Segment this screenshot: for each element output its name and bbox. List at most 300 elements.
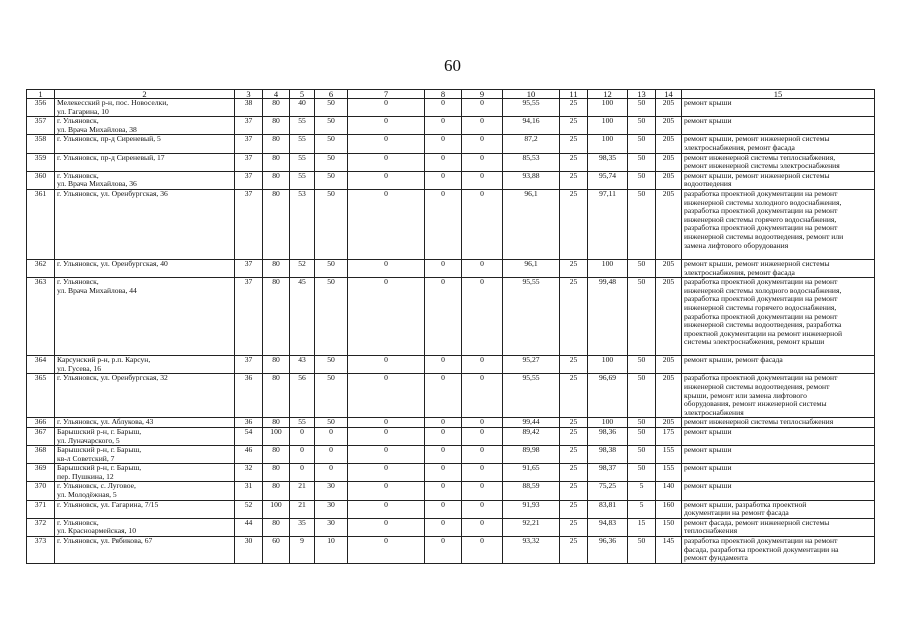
value-cell: 25 — [560, 278, 588, 356]
works-cell: разработка проектной документации на ремонт фасада, разработка проектной документации на ремонт фундамента — [682, 537, 875, 564]
value-cell: 25 — [560, 482, 588, 500]
value-cell: 205 — [656, 135, 682, 153]
row-number-cell: 360 — [27, 171, 55, 189]
value-cell: 83,81 — [588, 500, 628, 518]
works-cell: ремонт крыши — [682, 464, 875, 482]
value-cell: 50 — [628, 537, 656, 564]
address-cell: г. Ульяновск, ул. Гагарина, 7/15 — [55, 500, 235, 518]
works-cell: ремонт крыши — [682, 99, 875, 117]
value-cell: 32 — [235, 464, 263, 482]
value-cell: 25 — [560, 189, 588, 259]
value-cell: 0 — [462, 189, 503, 259]
value-cell: 93,88 — [503, 171, 560, 189]
value-cell: 50 — [628, 374, 656, 418]
value-cell: 0 — [348, 374, 425, 418]
address-cell: г. Ульяновск, пр-д Сиреневый, 17 — [55, 153, 235, 171]
value-cell: 0 — [462, 356, 503, 374]
row-number-cell: 370 — [27, 482, 55, 500]
row-number-cell: 371 — [27, 500, 55, 518]
value-cell: 145 — [656, 537, 682, 564]
row-number-cell: 365 — [27, 374, 55, 418]
value-cell: 205 — [656, 278, 682, 356]
address-cell: Барышский р-н, г. Барыш, пер. Пушкина, 12 — [55, 464, 235, 482]
value-cell: 0 — [348, 189, 425, 259]
address-cell: г. Ульяновск, ул. Оренбургская, 32 — [55, 374, 235, 418]
value-cell: 21 — [290, 500, 315, 518]
table-row — [27, 153, 875, 171]
value-cell: 100 — [588, 117, 628, 135]
col-header: 9 — [462, 90, 503, 99]
table-row — [27, 418, 875, 428]
value-cell: 80 — [263, 518, 290, 536]
works-cell: ремонт фасада, ремонт инженерной системы теплоснабжения — [682, 518, 875, 536]
table-row — [27, 374, 875, 418]
col-header: 3 — [235, 90, 263, 99]
value-cell: 0 — [462, 374, 503, 418]
value-cell: 52 — [290, 259, 315, 277]
value-cell: 0 — [462, 500, 503, 518]
value-cell: 25 — [560, 117, 588, 135]
value-cell: 80 — [263, 446, 290, 464]
value-cell: 96,1 — [503, 259, 560, 277]
works-cell: ремонт крыши — [682, 446, 875, 464]
value-cell: 140 — [656, 482, 682, 500]
value-cell: 0 — [462, 418, 503, 428]
address-cell: г. Ульяновск, ул. Аблукова, 43 — [55, 418, 235, 428]
value-cell: 0 — [290, 464, 315, 482]
value-cell: 25 — [560, 464, 588, 482]
value-cell: 46 — [235, 446, 263, 464]
value-cell: 50 — [628, 99, 656, 117]
value-cell: 0 — [425, 518, 462, 536]
value-cell: 0 — [425, 189, 462, 259]
row-number-cell: 359 — [27, 153, 55, 171]
row-number-cell: 372 — [27, 518, 55, 536]
col-header: 13 — [628, 90, 656, 99]
value-cell: 0 — [425, 171, 462, 189]
value-cell: 155 — [656, 464, 682, 482]
value-cell: 100 — [588, 99, 628, 117]
row-number-cell: 362 — [27, 259, 55, 277]
value-cell: 94,16 — [503, 117, 560, 135]
value-cell: 80 — [263, 99, 290, 117]
value-cell: 50 — [628, 278, 656, 356]
address-cell: г. Ульяновск, ул. Рябикова, 67 — [55, 537, 235, 564]
value-cell: 31 — [235, 482, 263, 500]
value-cell: 80 — [263, 374, 290, 418]
table-body — [27, 99, 875, 564]
value-cell: 80 — [263, 189, 290, 259]
value-cell: 25 — [560, 537, 588, 564]
row-number-cell: 366 — [27, 418, 55, 428]
table-row — [27, 464, 875, 482]
works-cell: разработка проектной документации на ремонт инженерной системы холодного водоснабжения, разработка проектной документации на ремонт инженерной системы горячего водоснабжения, разработка проектной документации на ремонт инженерной системы водоотведения, ремонт или замена лифтового оборудования — [682, 189, 875, 259]
row-number-cell: 363 — [27, 278, 55, 356]
value-cell: 97,11 — [588, 189, 628, 259]
row-number-cell: 364 — [27, 356, 55, 374]
value-cell: 88,59 — [503, 482, 560, 500]
value-cell: 37 — [235, 259, 263, 277]
value-cell: 80 — [263, 171, 290, 189]
table-row — [27, 117, 875, 135]
value-cell: 0 — [425, 418, 462, 428]
value-cell: 205 — [656, 374, 682, 418]
value-cell: 37 — [235, 135, 263, 153]
table-row — [27, 171, 875, 189]
value-cell: 50 — [315, 153, 348, 171]
address-cell: Карсунский р-н, р.п. Карсун, ул. Гусева, 16 — [55, 356, 235, 374]
page-number: 60 — [444, 56, 461, 75]
value-cell: 5 — [628, 500, 656, 518]
value-cell: 36 — [235, 374, 263, 418]
value-cell: 0 — [425, 259, 462, 277]
row-number-cell: 369 — [27, 464, 55, 482]
value-cell: 98,36 — [588, 427, 628, 445]
value-cell: 55 — [290, 117, 315, 135]
value-cell: 100 — [588, 259, 628, 277]
value-cell: 10 — [315, 537, 348, 564]
value-cell: 0 — [348, 135, 425, 153]
value-cell: 80 — [263, 464, 290, 482]
col-header: 2 — [55, 90, 235, 99]
value-cell: 205 — [656, 356, 682, 374]
value-cell: 50 — [628, 117, 656, 135]
value-cell: 205 — [656, 171, 682, 189]
value-cell: 0 — [348, 356, 425, 374]
value-cell: 95,55 — [503, 278, 560, 356]
value-cell: 0 — [425, 117, 462, 135]
works-cell: ремонт крыши — [682, 482, 875, 500]
table-row — [27, 482, 875, 500]
value-cell: 55 — [290, 153, 315, 171]
table-row — [27, 189, 875, 259]
value-cell: 0 — [348, 278, 425, 356]
value-cell: 95,74 — [588, 171, 628, 189]
value-cell: 25 — [560, 135, 588, 153]
value-cell: 0 — [348, 418, 425, 428]
address-cell: Барышский р-н, г. Барыш, кв-л Советский, 7 — [55, 446, 235, 464]
address-cell: г. Ульяновск, ул. Врача Михайлова, 44 — [55, 278, 235, 356]
value-cell: 0 — [425, 99, 462, 117]
value-cell: 160 — [656, 500, 682, 518]
value-cell: 50 — [628, 427, 656, 445]
table-row — [27, 356, 875, 374]
value-cell: 205 — [656, 418, 682, 428]
row-number-cell: 358 — [27, 135, 55, 153]
value-cell: 87,2 — [503, 135, 560, 153]
value-cell: 0 — [348, 537, 425, 564]
col-header: 1 — [27, 90, 55, 99]
value-cell: 0 — [315, 427, 348, 445]
value-cell: 80 — [263, 356, 290, 374]
value-cell: 80 — [263, 135, 290, 153]
value-cell: 100 — [263, 500, 290, 518]
value-cell: 37 — [235, 171, 263, 189]
value-cell: 175 — [656, 427, 682, 445]
value-cell: 0 — [348, 153, 425, 171]
value-cell: 36 — [235, 418, 263, 428]
value-cell: 25 — [560, 374, 588, 418]
value-cell: 0 — [348, 99, 425, 117]
value-cell: 0 — [425, 356, 462, 374]
value-cell: 0 — [462, 153, 503, 171]
table-row — [27, 99, 875, 117]
works-cell: ремонт крыши, ремонт инженерной системы электроснабжения, ремонт фасада — [682, 259, 875, 277]
value-cell: 95,55 — [503, 374, 560, 418]
value-cell: 44 — [235, 518, 263, 536]
value-cell: 80 — [263, 482, 290, 500]
value-cell: 0 — [348, 500, 425, 518]
row-number-cell: 361 — [27, 189, 55, 259]
value-cell: 89,42 — [503, 427, 560, 445]
value-cell: 43 — [290, 356, 315, 374]
value-cell: 53 — [290, 189, 315, 259]
value-cell: 75,25 — [588, 482, 628, 500]
value-cell: 50 — [628, 418, 656, 428]
value-cell: 25 — [560, 518, 588, 536]
value-cell: 96,36 — [588, 537, 628, 564]
value-cell: 30 — [315, 482, 348, 500]
value-cell: 0 — [462, 99, 503, 117]
address-cell: г. Ульяновск, ул. Красноармейская, 10 — [55, 518, 235, 536]
value-cell: 50 — [628, 356, 656, 374]
address-cell: г. Ульяновск, ул. Оренбургская, 40 — [55, 259, 235, 277]
value-cell: 93,32 — [503, 537, 560, 564]
col-header: 12 — [588, 90, 628, 99]
value-cell: 55 — [290, 418, 315, 428]
value-cell: 25 — [560, 356, 588, 374]
value-cell: 205 — [656, 117, 682, 135]
col-header: 7 — [348, 90, 425, 99]
works-cell: разработка проектной документации на ремонт инженерной системы водоотведения, ремонт крыши, ремонт или замена лифтового оборудования, ремонт инженерной системы электроснабжения — [682, 374, 875, 418]
address-cell: г. Ульяновск, ул. Врача Михайлова, 36 — [55, 171, 235, 189]
value-cell: 25 — [560, 446, 588, 464]
value-cell: 205 — [656, 189, 682, 259]
col-header: 5 — [290, 90, 315, 99]
value-cell: 50 — [628, 171, 656, 189]
value-cell: 99,48 — [588, 278, 628, 356]
value-cell: 205 — [656, 153, 682, 171]
table-row — [27, 135, 875, 153]
value-cell: 98,38 — [588, 446, 628, 464]
value-cell: 0 — [462, 464, 503, 482]
capital-repair-table — [26, 89, 875, 564]
table-row — [27, 518, 875, 536]
value-cell: 0 — [315, 464, 348, 482]
value-cell: 30 — [235, 537, 263, 564]
value-cell: 0 — [462, 171, 503, 189]
value-cell: 98,37 — [588, 464, 628, 482]
value-cell: 95,55 — [503, 99, 560, 117]
value-cell: 50 — [315, 99, 348, 117]
address-cell: г. Ульяновск, с. Луговое, ул. Молодёжная, 5 — [55, 482, 235, 500]
col-header: 10 — [503, 90, 560, 99]
value-cell: 5 — [628, 482, 656, 500]
header-row — [27, 90, 875, 99]
value-cell: 50 — [628, 189, 656, 259]
value-cell: 37 — [235, 278, 263, 356]
value-cell: 50 — [628, 153, 656, 171]
value-cell: 50 — [315, 189, 348, 259]
value-cell: 0 — [348, 171, 425, 189]
value-cell: 100 — [588, 356, 628, 374]
row-number-cell: 356 — [27, 99, 55, 117]
value-cell: 0 — [425, 278, 462, 356]
table-row — [27, 500, 875, 518]
value-cell: 52 — [235, 500, 263, 518]
value-cell: 80 — [263, 418, 290, 428]
value-cell: 0 — [425, 153, 462, 171]
value-cell: 80 — [263, 278, 290, 356]
works-cell: ремонт крыши, ремонт инженерной системы водоотведения — [682, 171, 875, 189]
works-cell: ремонт крыши, ремонт инженерной системы электроснабжения, ремонт фасада — [682, 135, 875, 153]
value-cell: 0 — [425, 537, 462, 564]
col-header: 4 — [263, 90, 290, 99]
value-cell: 50 — [315, 278, 348, 356]
value-cell: 0 — [348, 259, 425, 277]
value-cell: 0 — [425, 500, 462, 518]
value-cell: 0 — [425, 427, 462, 445]
value-cell: 95,27 — [503, 356, 560, 374]
works-cell: ремонт крыши, разработка проектной документации на ремонт фасада — [682, 500, 875, 518]
row-number-cell: 357 — [27, 117, 55, 135]
value-cell: 205 — [656, 259, 682, 277]
col-header: 8 — [425, 90, 462, 99]
value-cell: 25 — [560, 418, 588, 428]
value-cell: 50 — [315, 171, 348, 189]
table-row — [27, 278, 875, 356]
address-cell: г. Ульяновск, ул. Оренбургская, 36 — [55, 189, 235, 259]
value-cell: 50 — [628, 259, 656, 277]
works-cell: ремонт инженерной системы теплоснабжения, ремонт инженерной системы электроснабжения — [682, 153, 875, 171]
value-cell: 25 — [560, 259, 588, 277]
value-cell: 0 — [462, 259, 503, 277]
value-cell: 0 — [348, 427, 425, 445]
value-cell: 155 — [656, 446, 682, 464]
value-cell: 25 — [560, 427, 588, 445]
value-cell: 50 — [628, 464, 656, 482]
table-row — [27, 537, 875, 564]
col-header: 6 — [315, 90, 348, 99]
value-cell: 99,44 — [503, 418, 560, 428]
value-cell: 40 — [290, 99, 315, 117]
value-cell: 35 — [290, 518, 315, 536]
works-cell: ремонт крыши — [682, 427, 875, 445]
value-cell: 9 — [290, 537, 315, 564]
value-cell: 0 — [425, 374, 462, 418]
value-cell: 0 — [348, 117, 425, 135]
value-cell: 205 — [656, 99, 682, 117]
value-cell: 50 — [315, 374, 348, 418]
value-cell: 0 — [462, 537, 503, 564]
works-cell: разработка проектной документации на ремонт инженерной системы холодного водоснабжения, разработка проектной документации на ремонт инженерной системы горячего водоснабжения, разработка проектной документации на ремонт инженерной системы водоотведения, разработка проектной документации на ремонт инженерной системы электроснабжения, ремонт крыши — [682, 278, 875, 356]
value-cell: 0 — [462, 482, 503, 500]
value-cell: 85,53 — [503, 153, 560, 171]
value-cell: 96,69 — [588, 374, 628, 418]
value-cell: 100 — [263, 427, 290, 445]
value-cell: 80 — [263, 259, 290, 277]
col-header: 14 — [656, 90, 682, 99]
value-cell: 100 — [588, 135, 628, 153]
value-cell: 50 — [315, 117, 348, 135]
value-cell: 92,21 — [503, 518, 560, 536]
row-number-cell: 368 — [27, 446, 55, 464]
value-cell: 0 — [462, 117, 503, 135]
value-cell: 54 — [235, 427, 263, 445]
table-row — [27, 446, 875, 464]
value-cell: 50 — [628, 135, 656, 153]
value-cell: 30 — [315, 500, 348, 518]
value-cell: 94,83 — [588, 518, 628, 536]
value-cell: 37 — [235, 356, 263, 374]
value-cell: 21 — [290, 482, 315, 500]
value-cell: 0 — [348, 482, 425, 500]
value-cell: 0 — [462, 278, 503, 356]
col-header: 11 — [560, 90, 588, 99]
value-cell: 0 — [425, 482, 462, 500]
value-cell: 55 — [290, 171, 315, 189]
value-cell: 60 — [263, 537, 290, 564]
value-cell: 50 — [315, 259, 348, 277]
value-cell: 37 — [235, 117, 263, 135]
value-cell: 30 — [315, 518, 348, 536]
value-cell: 55 — [290, 135, 315, 153]
value-cell: 0 — [425, 464, 462, 482]
col-header: 15 — [682, 90, 875, 99]
value-cell: 89,98 — [503, 446, 560, 464]
value-cell: 100 — [588, 418, 628, 428]
works-cell: ремонт крыши — [682, 117, 875, 135]
address-cell: г. Ульяновск, ул. Врача Михайлова, 38 — [55, 117, 235, 135]
table-row — [27, 427, 875, 445]
value-cell: 25 — [560, 500, 588, 518]
value-cell: 0 — [425, 135, 462, 153]
value-cell: 25 — [560, 153, 588, 171]
value-cell: 0 — [462, 427, 503, 445]
value-cell: 37 — [235, 153, 263, 171]
value-cell: 25 — [560, 99, 588, 117]
value-cell: 50 — [315, 356, 348, 374]
value-cell: 0 — [290, 446, 315, 464]
value-cell: 80 — [263, 117, 290, 135]
value-cell: 25 — [560, 171, 588, 189]
value-cell: 15 — [628, 518, 656, 536]
value-cell: 0 — [348, 518, 425, 536]
row-number-cell: 367 — [27, 427, 55, 445]
table-row — [27, 259, 875, 277]
row-number-cell: 373 — [27, 537, 55, 564]
value-cell: 0 — [462, 446, 503, 464]
works-cell: ремонт инженерной системы теплоснабжения — [682, 418, 875, 428]
value-cell: 50 — [315, 135, 348, 153]
value-cell: 0 — [290, 427, 315, 445]
value-cell: 38 — [235, 99, 263, 117]
value-cell: 56 — [290, 374, 315, 418]
value-cell: 50 — [628, 446, 656, 464]
value-cell: 80 — [263, 153, 290, 171]
value-cell: 150 — [656, 518, 682, 536]
value-cell: 91,93 — [503, 500, 560, 518]
value-cell: 45 — [290, 278, 315, 356]
value-cell: 91,65 — [503, 464, 560, 482]
value-cell: 0 — [425, 446, 462, 464]
works-cell: ремонт крыши, ремонт фасада — [682, 356, 875, 374]
value-cell: 0 — [348, 464, 425, 482]
value-cell: 0 — [462, 135, 503, 153]
value-cell: 96,1 — [503, 189, 560, 259]
value-cell: 50 — [315, 418, 348, 428]
value-cell: 98,35 — [588, 153, 628, 171]
